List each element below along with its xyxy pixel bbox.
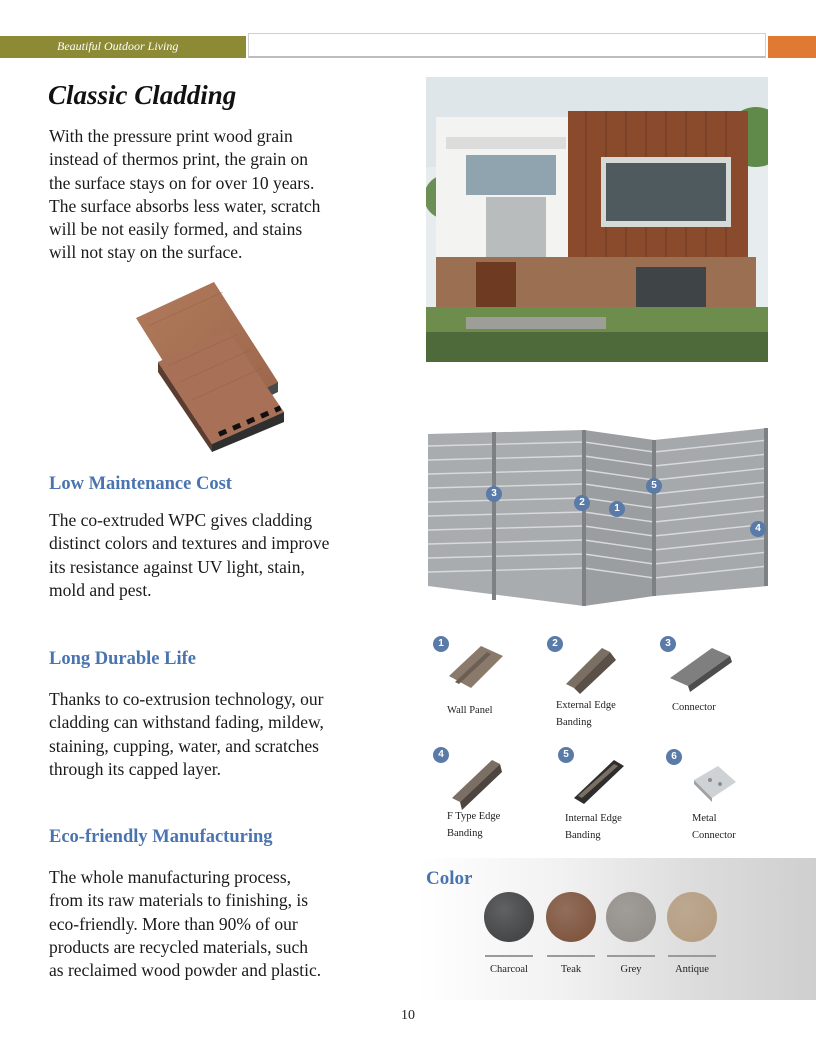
- label-line: Metal: [692, 813, 717, 824]
- label-line: External Edge: [556, 700, 616, 711]
- label-line: Connector: [672, 702, 716, 713]
- swatch-charcoal[interactable]: [484, 892, 534, 942]
- paragraph-line: as reclaimed wood powder and plastic.: [49, 960, 322, 981]
- component-label-wall-panel: [447, 702, 493, 719]
- eco-friendly-paragraph: [49, 866, 379, 982]
- component-number: 2: [547, 636, 563, 652]
- label-line: Connector: [692, 830, 736, 841]
- swatch-label: Teak: [560, 964, 582, 975]
- page-number: 10: [401, 1008, 415, 1023]
- label-line: Internal Edge: [565, 813, 622, 824]
- paragraph-line: distinct colors and textures and improve: [49, 533, 330, 554]
- component-number: 5: [558, 747, 574, 763]
- component-label-internal-edge: [565, 810, 622, 844]
- paragraph-line: from its raw materials to finishing, is: [49, 890, 309, 911]
- swatch-grey[interactable]: [606, 892, 656, 942]
- intro-line: the surface stays on for over 10 years.: [49, 172, 315, 193]
- internal-edge-banding-image: [570, 752, 632, 810]
- durable-life-paragraph: [49, 688, 379, 781]
- swatch-divider: [668, 955, 716, 957]
- paragraph-line: mold and pest.: [49, 579, 152, 600]
- component-label-external-edge: [556, 697, 616, 731]
- paragraph-line: The whole manufacturing process,: [49, 867, 292, 887]
- component-number: 4: [433, 747, 449, 763]
- intro-line: With the pressure print wood grain: [49, 126, 293, 146]
- intro-paragraph: [49, 125, 369, 265]
- intro-line: The surface absorbs less water, scratch: [49, 195, 321, 216]
- label-line: F Type Edge: [447, 811, 501, 822]
- component-number: 3: [660, 636, 676, 652]
- paragraph-line: The co-extruded WPC gives cladding: [49, 510, 313, 530]
- paragraph-line: through its capped layer.: [49, 758, 222, 779]
- f-type-edge-banding-image: [448, 752, 510, 810]
- swatch-label: Charcoal: [490, 964, 528, 975]
- header-accent: [768, 36, 816, 58]
- paragraph-line: products are recycled materials, such: [49, 936, 308, 957]
- color-section-title: Color: [426, 868, 473, 889]
- wall-marker: 5: [646, 478, 662, 494]
- label-line: Wall Panel: [447, 705, 493, 716]
- intro-line: will not stay on the surface.: [49, 242, 243, 263]
- external-edge-banding-image: [562, 640, 622, 694]
- intro-line: will be not easily formed, and stains: [49, 219, 303, 240]
- header-bar: [248, 33, 766, 58]
- cladding-panel-image: [128, 282, 288, 452]
- section-heading-eco-friendly: Eco-friendly Manufacturing: [49, 827, 273, 847]
- swatch-divider: [485, 955, 533, 957]
- wall-marker: 1: [609, 501, 625, 517]
- paragraph-line: eco-friendly. More than 90% of our: [49, 913, 298, 934]
- label-line: Banding: [565, 830, 601, 841]
- metal-connector-image: [690, 760, 740, 804]
- header-tagline: Beautiful Outdoor Living: [57, 39, 179, 53]
- section-heading-durable-life: Long Durable Life: [49, 649, 196, 669]
- page-title: Classic Cladding: [48, 80, 237, 110]
- connector-image: [668, 642, 734, 692]
- paragraph-line: cladding can withstand fading, mildew,: [49, 712, 324, 733]
- paragraph-line: Thanks to co-extrusion technology, our: [49, 689, 324, 709]
- label-line: Banding: [556, 717, 592, 728]
- paragraph-line: staining, cupping, water, and scratches: [49, 735, 319, 756]
- label-line: Banding: [447, 828, 483, 839]
- header-band: [0, 36, 246, 58]
- wall-marker: 4: [750, 521, 766, 537]
- swatch-divider: [607, 955, 655, 957]
- house-photo: [426, 77, 768, 362]
- component-label-f-type-edge: [447, 808, 500, 842]
- wall-panel-image: [445, 640, 507, 692]
- swatch-antique[interactable]: [667, 892, 717, 942]
- wall-marker: 2: [574, 495, 590, 511]
- wall-assembly-diagram: [422, 420, 774, 610]
- swatch-label: Antique: [675, 964, 709, 975]
- swatch-label: Grey: [620, 964, 642, 975]
- section-heading-low-maintenance: Low Maintenance Cost: [49, 474, 232, 494]
- wall-marker: 3: [486, 486, 502, 502]
- paragraph-line: its resistance against UV light, stain,: [49, 556, 305, 577]
- swatch-divider: [547, 955, 595, 957]
- swatch-teak[interactable]: [546, 892, 596, 942]
- component-label-metal-connector: [692, 810, 736, 844]
- component-label-connector: [672, 699, 716, 716]
- component-number: 6: [666, 749, 682, 765]
- low-maintenance-paragraph: [49, 509, 379, 602]
- component-number: 1: [433, 636, 449, 652]
- intro-line: instead of thermos print, the grain on: [49, 149, 309, 170]
